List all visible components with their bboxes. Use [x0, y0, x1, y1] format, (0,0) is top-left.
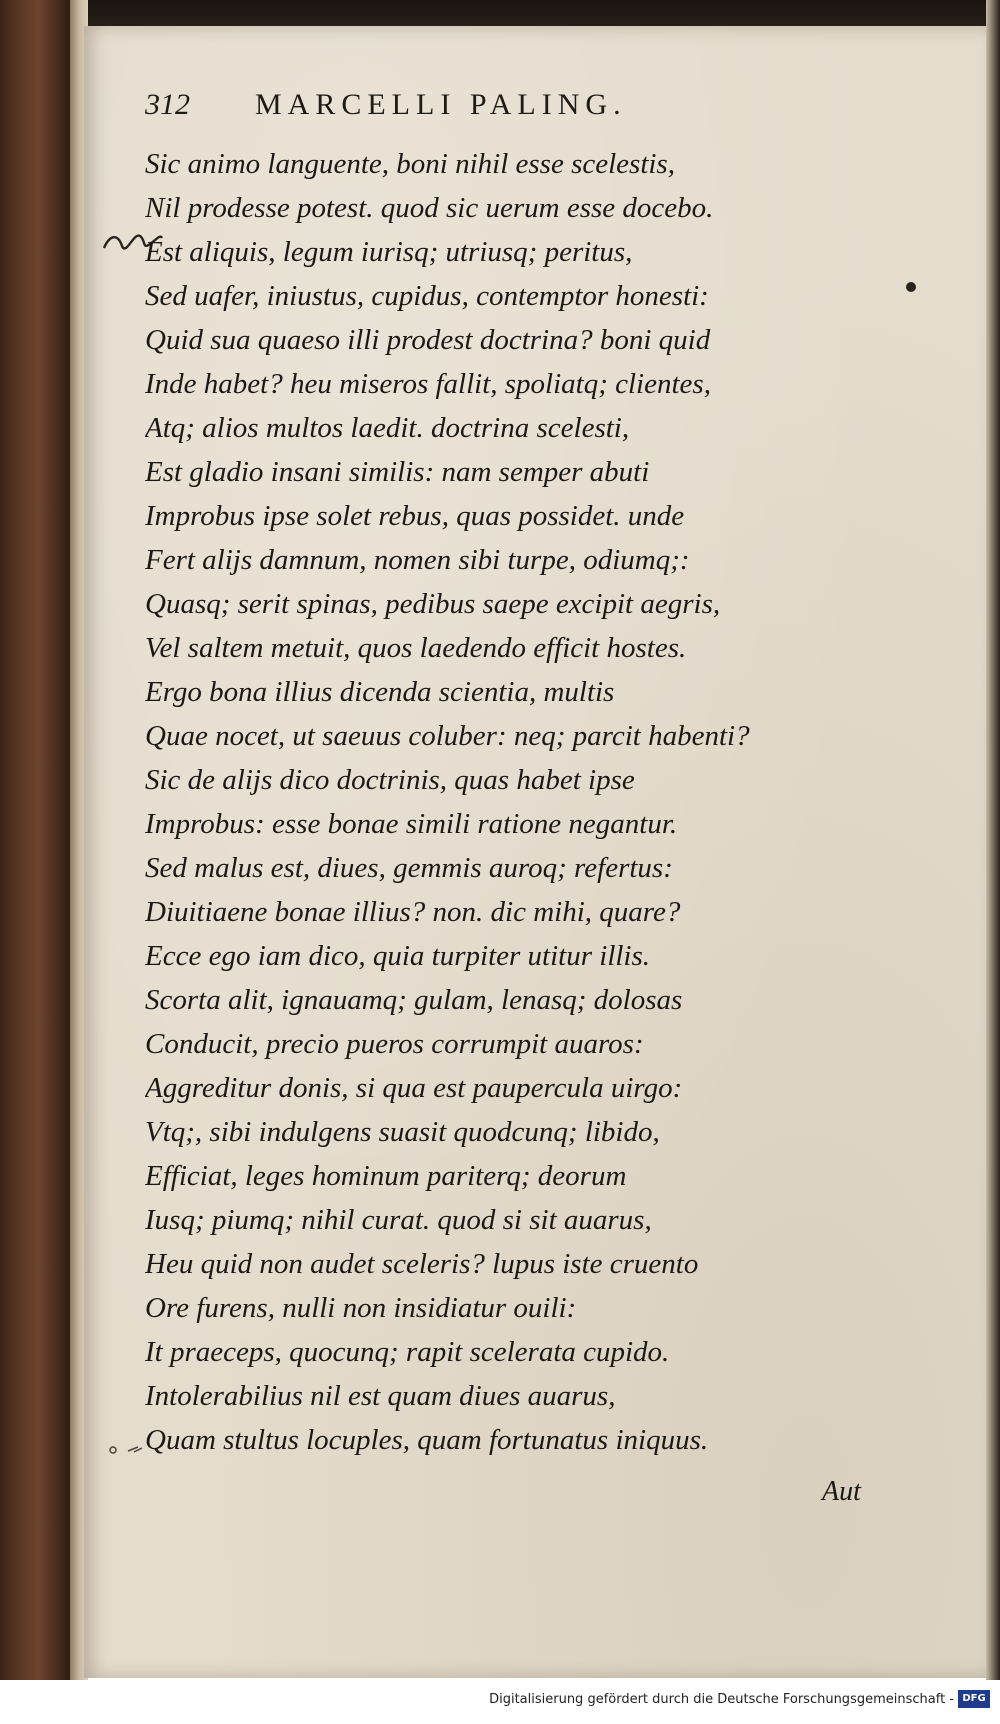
verse-line: Sed malus est, diues, gemmis auroq; refertus:: [145, 852, 673, 884]
footer: [0, 1680, 1000, 1724]
book-binding-left: [0, 0, 70, 1680]
verse-line: Sic animo languente, boni nihil esse scelestis,: [145, 148, 675, 180]
verse-line: Vel saltem metuit, quos laedendo efficit hostes.: [145, 632, 687, 664]
verse-line: Nil prodesse potest. quod sic uerum esse docebo.: [145, 192, 714, 224]
verse-line: Quae nocet, ut saeuus coluber: neq; parcit habenti?: [145, 720, 750, 752]
verse-line: Ecce ego iam dico, quia turpiter utitur illis.: [145, 940, 651, 972]
verse-line: Heu quid non audet sceleris? lupus iste cruento: [145, 1248, 699, 1280]
verse-line: Quam stultus locuples, quam fortunatus iniquus.: [145, 1424, 709, 1456]
page-number: 312: [145, 88, 190, 121]
verse-line: Improbus: esse bonae simili ratione negantur.: [145, 808, 678, 840]
verse-block: [145, 142, 925, 1462]
funding-credit: Digitalisierung gefördert durch die Deutsche Forschungsgemeinschaft -: [489, 1692, 954, 1707]
verse-line: It praeceps, quocunq; rapit scelerata cupido.: [145, 1336, 670, 1368]
verse-line: Quid sua quaeso illi prodest doctrina? boni quid: [145, 324, 711, 356]
dfg-logo: DFG: [958, 1690, 990, 1708]
verse-line: Atq; alios multos laedit. doctrina scelesti,: [145, 412, 630, 444]
catchword: Aut: [822, 1476, 861, 1507]
verse-line: Sic de alijs dico doctrinis, quas habet ipse: [145, 764, 635, 796]
verse-line: Ore furens, nulli non insidiatur ouili:: [145, 1292, 577, 1324]
verse-line: Ergo bona illius dicenda scientia, multis: [145, 676, 615, 708]
verse-line: Sed uafer, iniustus, cupidus, contemptor honesti:: [145, 280, 709, 312]
verse-line: Est aliquis, legum iurisq; utriusq; peritus,: [145, 236, 633, 268]
running-title: MARCELLI PALING.: [255, 88, 627, 121]
book-binding-right: [986, 0, 1000, 1680]
verse-line: Efficiat, leges hominum pariterq; deorum: [145, 1160, 627, 1192]
verse-line: Inde habet? heu miseros fallit, spoliatq; clientes,: [145, 368, 711, 400]
verse-line: Iusq; piumq; nihil curat. quod si sit auarus,: [145, 1204, 652, 1236]
verse-line: Fert alijs damnum, nomen sibi turpe, odiumq;:: [145, 544, 690, 576]
verse-line: Intolerabilius nil est quam diues auarus,: [145, 1380, 616, 1412]
verse-line: Improbus ipse solet rebus, quas possidet. unde: [145, 500, 685, 532]
verse-line: Conducit, precio pueros corrumpit auaros:: [145, 1028, 644, 1060]
verse-line: Aggreditur donis, si qua est paupercula uirgo:: [145, 1072, 683, 1104]
marginal-scribble-icon: [108, 1442, 148, 1456]
verse-line: Est gladio insani similis: nam semper abuti: [145, 456, 650, 488]
verse-line: Diuitiaene bonae illius? non. dic mihi, quare?: [145, 896, 681, 928]
verse-line: Vtq;, sibi indulgens suasit quodcunq; libido,: [145, 1116, 660, 1148]
page-header: [145, 88, 845, 138]
verse-line: Quasq; serit spinas, pedibus saepe excipit aegris,: [145, 588, 721, 620]
verse-line: Scorta alit, ignauamq; gulam, lenasq; dolosas: [145, 984, 683, 1016]
